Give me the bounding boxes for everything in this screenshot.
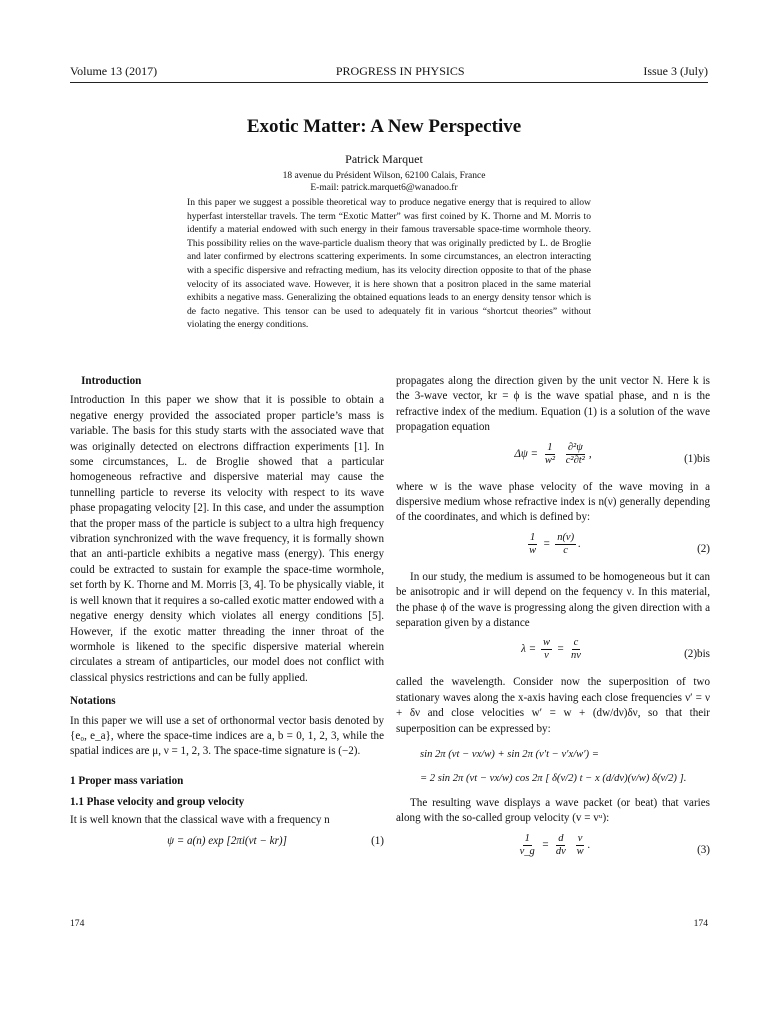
equation-number: (2) [697,542,710,555]
equation-2bis: λ = $\frac{w}{\nu}$ = $\frac{c}{n\nu}$ (2)bis [521,637,710,662]
phase-velocity-paragraph: where w is the wave phase velocity of the wave moving in a dispersive medium whose refractive index is n(ν) generally depending of the coordinates, and which is defined by: [396,480,710,524]
volume-label: Volume 13 (2017) [70,63,158,78]
propagation-paragraph: propagates along the direction given by the unit vector N. Here k is the 3-wave vector, kr = ϕ is the wave spatial phase, and n is the refractive index of the medium. Equation (1) is a solution of the wave propagation equation [396,375,710,434]
equation-1bis: Δψ = $\frac{1}{\text{w²}}$ $\frac{\text{∂²ψ}}{\text{c²∂t²}}$ , (1)bis [514,441,710,466]
equation-number: (2)bis [684,648,710,661]
author-name: Patrick Marquet [345,152,423,166]
section-heading-proper-mass: 1 Proper mass variation [70,774,184,787]
section-heading-notations: Notations [70,695,116,708]
wave-packet-paragraph: The resulting wave displays a wave packet (or beat) that varies along with the so-called group velocity (v = vᵘ): [396,796,710,825]
introduction-paragraph: Introduction In this paper we show that it is possible to obtain a negative energy provided the associated proper particle’s mass is variable. The basis for this study starts with the associated wave that was originally detected on electrons diffraction experiments [1]. In some circumstances, L. de Broglie showed that a particular homogeneous refractive and dispersive material may cause the tunnelling particle to reverse its velocity with respect to its wave phase propagating velocity [2]. In this case, and under the assumption that the proper mass of the particle is subject to a ultra high frequency vibration synchronized with the wave frequency, it is formally shown that an anti-particle exhibits a negative mass (energy). This energy could be extracted to sustain for example the space-time wormhole, set forth by K. Thorne and M. Morris [3, 4]. To be physically viable, it is well known that it requires a so-called exotic matter endowed with a negative energy density which violates all energy conditions [5]. However, if the exotic matter threading the inner throat of the wormhole is likened to the specific dispersive material wherein circulates a stream of antiparticles, our model does not conflict with classical physics restrictions and can be fully applied. [70,394,384,684]
running-header [70,63,708,79]
equation-1: ψ = a(n) exp [2πi(νt − kr)] (1) [70,834,384,856]
equation-number: (1) [371,834,384,847]
header-rule [70,82,708,83]
superposition-equation-line1: sin 2π (νt − νx/w) + sin 2π (ν′t − ν′x/w′) = [420,749,599,761]
superposition-paragraph: called the wavelength. Consider now the superposition of two stationary waves along the x-axis having each close frequencies ν′ = ν + δν and close velocities w′ = w + (dw/dν)δν, so that their superposition can be expressed by: [396,676,710,735]
paper-title: Exotic Matter: A New Perspective [246,116,522,137]
affiliation-block [0,170,768,194]
homogeneous-medium-paragraph: In our study, the medium is assumed to be homogeneous but it can be anisotropic and ir will depend on the fequency ν. In this material, the phase ϕ of the wave is progressing along the given direction with a separation given by a distance [396,570,710,630]
wave-intro-text: It is well known that the classical wave with a frequency n [70,813,330,826]
page-number-left: 174 [70,918,85,929]
abstract: In this paper we suggest a possible theoretical way to produce negative energy that is required to allow hyperfast interstellar travels. The term “Exotic Matter” was first coined by K. Thorne and M. Morris to identify a material endowed with such energy in their famous traversable space-time wormhole theory. This possibility relies on the wave-particle dualism theory that was originally predicted by L. de Broglie and later confirmed by electrons scattering experiments. In some circumstances, an electron interacting with a specific dispersive and refracting medium, has its velocity direction opposite to that of the phase velocity of its associated wave. However, it is here shown that a positron placed in the same material exhibits a negative mass. Generalizing the obtained equations leads to an energy density tensor which is de facto negative. This tensor can be used to adequately fit in various “shortcut theories” without violating the energy conditions. [187,197,591,331]
notations-paragraph: In this paper we will use a set of orthonormal vector basis denoted by {e₀, e_a}, where the space-time indices are a, b = 0, 1, 2, 3, while the spatial indices are μ, ν = 1, 2, 3. The space-time signature is (−2). [70,714,384,758]
section-heading-introduction: Introduction [81,375,142,387]
equation-number: (1)bis [684,452,710,465]
journal-name: PROGRESS IN PHYSICS [335,63,465,78]
equation-3: $\frac{1}{v\_g}$ = $\frac{d}{d\nu}$ $\frac{\nu}{w}$ . (3) [519,832,710,857]
page-footer [70,918,708,929]
equation-number: (3) [697,843,710,856]
subsection-heading-velocity: 1.1 Phase velocity and group velocity [70,796,245,809]
issue-label: Issue 3 (July) [643,63,708,78]
superposition-equation-line2: = 2 sin 2π (νt − νx/w) cos 2π [ δ(ν/2) t − x (d/dν)(ν/w) δ(ν/2) ]. [420,772,687,784]
equation-2: $\frac{1}{w}$ = $\frac{n(\nu)}{c}$ . (2) [529,531,710,556]
right-column [396,374,710,871]
left-column [70,374,384,856]
page-number-right: 174 [693,918,708,929]
author-email: E-mail: patrick.marquet6@wanadoo.fr [310,183,458,193]
affiliation: 18 avenue du Président Wilson, 62100 Calais, France [282,171,486,181]
